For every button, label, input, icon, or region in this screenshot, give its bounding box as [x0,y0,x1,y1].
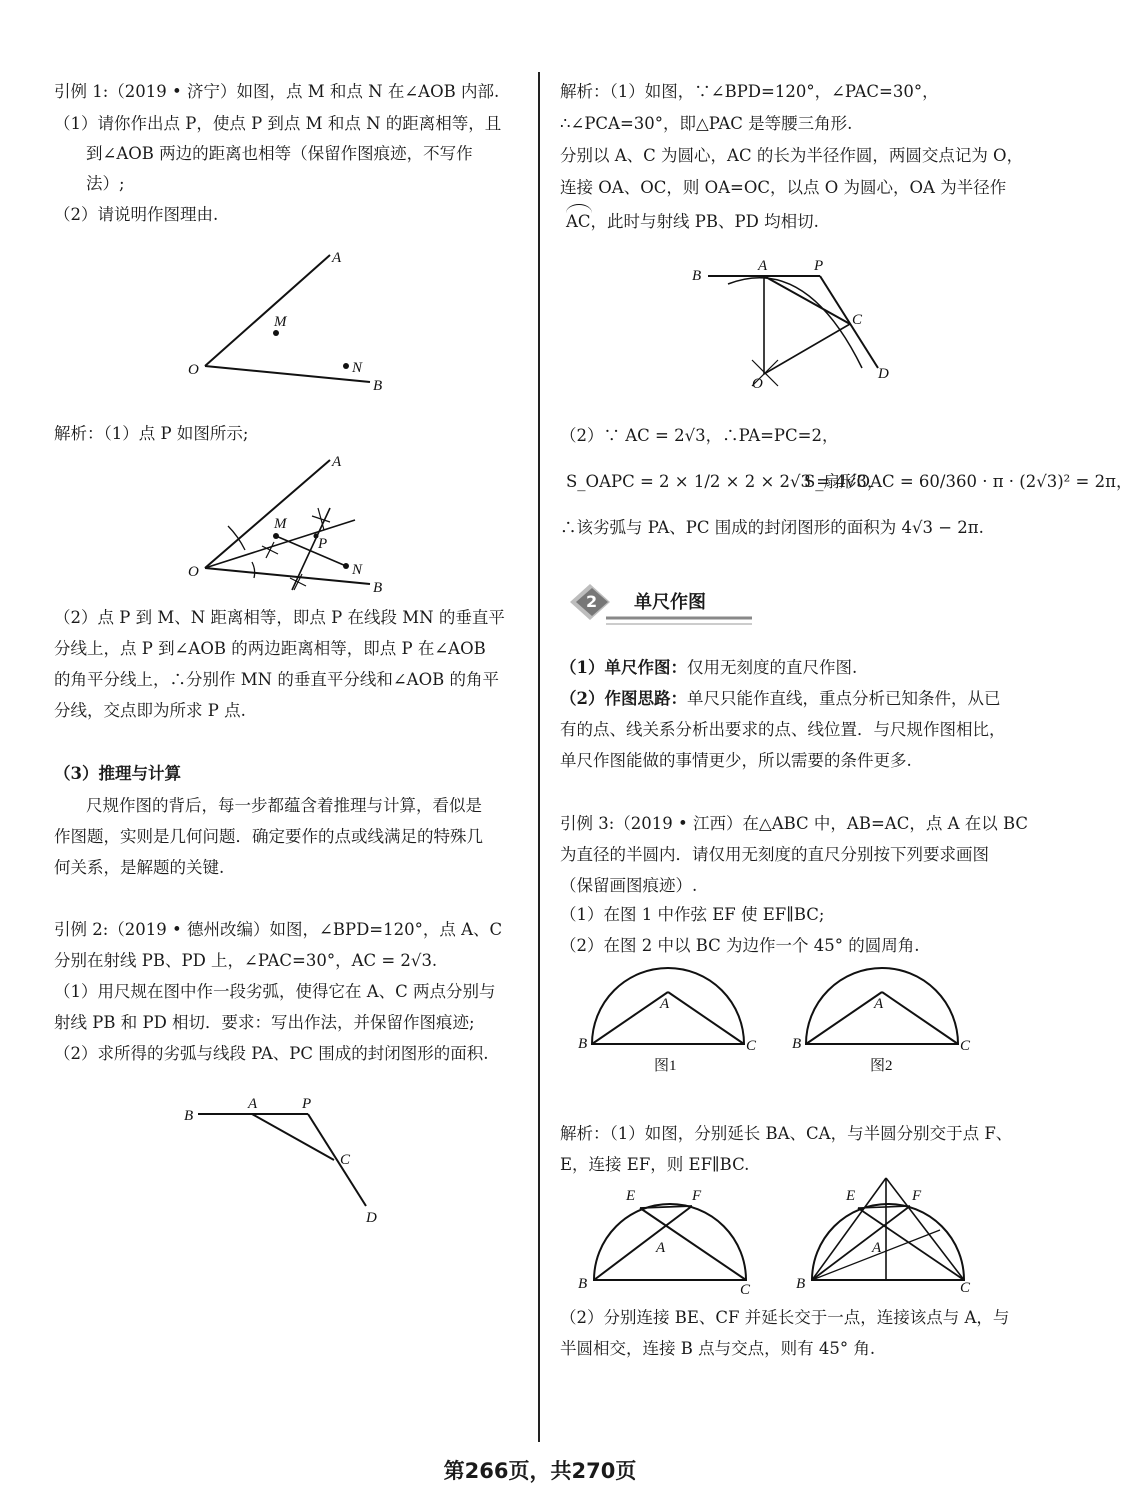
label-C-ex2: C [340,1152,351,1168]
ex1-solution-1: 解析：（1）点 P 如图所示; [54,424,249,443]
label-A-sol2: A [758,258,768,274]
ex2-q2: （2）求所得的劣弧与线段 PA、PC 围成的封闭图形的面积. [54,1044,489,1063]
ex3-figure-1 [572,966,762,1076]
ex2-q1-line1: （1）用尺规在图中作一段劣弧，使得它在 A、C 两点分别与 [54,982,496,1001]
def1-label: （1）单尺作图： [560,658,687,677]
ex1-title: 引例 1:（2019 • 济宁）如图，点 M 和点 N 在∠AOB 内部. [54,82,500,101]
ex1-q1-line1: （1）请你作出点 P，使点 P 到点 M 和点 N 的距离相等，且 [54,114,502,133]
section-2-header [566,580,766,630]
label-B-ex2: B [184,1108,194,1124]
label-B-sol: B [373,580,383,596]
label-P-ex2: P [302,1096,312,1112]
label-B-sol3: B [578,1276,588,1292]
ex1-q1-line2: 到∠AOB 两边的距离也相等（保留作图痕迹，不写作 [86,144,473,163]
ex1-solution-2c: 的角平分线上，∴分别作 MN 的垂直平分线和∠AOB 的角平 [54,670,499,689]
ex2-solution-1: 解析：（1）如图，∵∠BPD=120°，∠PAC=30°， [560,82,939,101]
label-E-sol3b: E [846,1188,856,1204]
label-B-sol3b: B [796,1276,806,1292]
ex1-figure [170,240,410,400]
label-M: M [274,314,287,330]
ex3-solution-figure-1 [572,1180,762,1298]
label-N-sol: N [352,562,363,578]
section-3-line1: 尺规作图的背后，每一步都蕴含着推理与计算，看似是 [86,796,482,815]
ex1-solution-2b: 分线上，点 P 到∠AOB 的两边距离相等，即点 P 在∠AOB [54,639,486,658]
label-P-sol2: P [814,258,824,274]
ex2-solution-conclusion: ∴该劣弧与 PA、PC 围成的封闭图形的面积为 4√3 − 2π. [560,518,984,537]
arc-symbol [566,204,592,213]
fig1-caption: 图1 [654,1058,677,1074]
ex2-solution-4: 连接 OA、OC，则 OA=OC，以点 O 为圆心，OA 为半径作 [560,178,1007,197]
section-2-number: 2 [586,592,598,611]
ex3-solution-1: 解析：（1）如图，分别延长 BA、CA，与半圆分别交于点 F、 [560,1124,1013,1143]
area-formula-quadrilateral: S_OAPC = 2 × 1/2 × 2 × 2√3 = 4√3， [566,472,884,491]
ex2-solution-figure [686,254,906,394]
ex3-line3: （保留画图痕迹）. [560,876,698,895]
label-C-sol2: C [852,312,863,328]
section-3-line3: 何关系，是解题的关键. [54,858,225,877]
ex3-line1: 引例 3:（2019 • 江西）在△ABC 中，AB=AC，点 A 在以 BC [560,814,1029,833]
label-B-sol2: B [692,268,702,284]
def2-text-1: 单尺只能作直线，重点分析已知条件，从已 [686,689,1001,708]
label-A-sol3: A [656,1240,666,1256]
ex3-figure-2 [786,966,976,1076]
label-C-fig1: C [746,1038,757,1054]
label-A-fig1: A [660,996,670,1012]
label-B-fig1: B [578,1036,588,1052]
label-A-fig2: A [874,996,884,1012]
ex3-solution-figure-2 [790,1170,980,1298]
label-F-sol3: F [692,1188,702,1204]
ex3-line2: 为直径的半圆内．请仅用无刻度的直尺分别按下列要求画图 [560,845,989,864]
ex2-figure [176,1090,396,1230]
ex2-line2: 分别在射线 PB、PD 上，∠PAC=30°，AC = 2√3. [54,951,438,970]
ex3-q2: （2）在图 2 中以 BC 为边作一个 45° 的圆周角. [560,936,920,955]
ex1-solution-2d: 分线，交点即为所求 P 点. [54,701,246,720]
ex1-q1-line3: 法）; [86,174,125,193]
ex3-solution-4: 半圆相交，连接 B 点与交点，则有 45° 角. [560,1339,876,1358]
ex3-solution-3: （2）分别连接 BE、CF 并延长交于一点，连接该点与 A，与 [560,1308,1010,1327]
ex2-title: 引例 2:（2019 • 德州改编）如图，∠BPD=120°，点 A、C [54,920,503,939]
area-formula-sector: S_扇形OAC = 60/360 · π · (2√3)² = 2π， [804,472,1132,491]
label-M-sol: M [274,516,287,532]
def2-label: （2）作图思路： [560,689,687,708]
section-3-title: （3）推理与计算 [54,764,181,783]
label-A-sol: A [332,454,342,470]
ex3-solution-2: E，连接 EF，则 EF∥BC. [560,1155,750,1174]
column-divider [538,72,540,1442]
label-P-sol: P [318,536,328,552]
label-C-sol3b: C [960,1280,971,1296]
ex2-solution-3: 分别以 A、C 为圆心，AC 的长为半径作圆，两圆交点记为 O， [560,146,1024,165]
label-B-fig2: B [792,1036,802,1052]
def2-line1 [560,687,1000,710]
def1 [560,656,857,679]
label-A-sol3b: A [872,1240,882,1256]
label-O: O [188,362,199,378]
ex2-solution-6: （2）∵ AC = 2√3，∴PA=PC=2， [560,426,839,445]
ex2-q1-line2: 射线 PB 和 PD 相切．要求：写出作法，并保留作图痕迹; [54,1013,475,1032]
ex1-q2: （2）请说明作图理由. [54,205,219,224]
label-D-ex2: D [366,1210,377,1226]
label-A: A [332,250,342,266]
label-B: B [373,378,383,394]
label-C-sol3: C [740,1282,751,1298]
section-2-title: 单尺作图 [634,592,706,613]
ex2-solution-2: ∴∠PCA=30°，即△PAC 是等腰三角形. [560,114,853,133]
def1-text: 仅用无刻度的直尺作图. [686,658,858,677]
page-footer: 第266页，共270页 [443,1459,637,1483]
label-O-sol2: O [752,376,763,392]
label-O-sol: O [188,564,199,580]
fig2-caption: 图2 [870,1058,893,1074]
label-E-sol3: E [626,1188,636,1204]
ex1-solution-figure [170,450,410,600]
label-N: N [352,360,363,376]
label-A-ex2: A [248,1096,258,1112]
label-D-sol2: D [878,366,889,382]
def2-line2: 有的点、线关系分析出要求的点、线位置．与尺规作图相比， [560,720,1006,739]
section-3-line2: 作图题，实则是几何问题．确定要作的点或线满足的特殊几 [54,827,483,846]
ex2-solution-5: AC，此时与射线 PB、PD 均相切. [566,212,819,231]
label-C-fig2: C [960,1038,971,1054]
label-F-sol3b: F [912,1188,922,1204]
ex1-solution-2a: （2）点 P 到 M、N 距离相等，即点 P 在线段 MN 的垂直平 [54,608,505,627]
def2-line3: 单尺作图能做的事情更少，所以需要的条件更多. [560,751,912,770]
ex3-q1: （1）在图 1 中作弦 EF 使 EF∥BC; [560,905,825,924]
